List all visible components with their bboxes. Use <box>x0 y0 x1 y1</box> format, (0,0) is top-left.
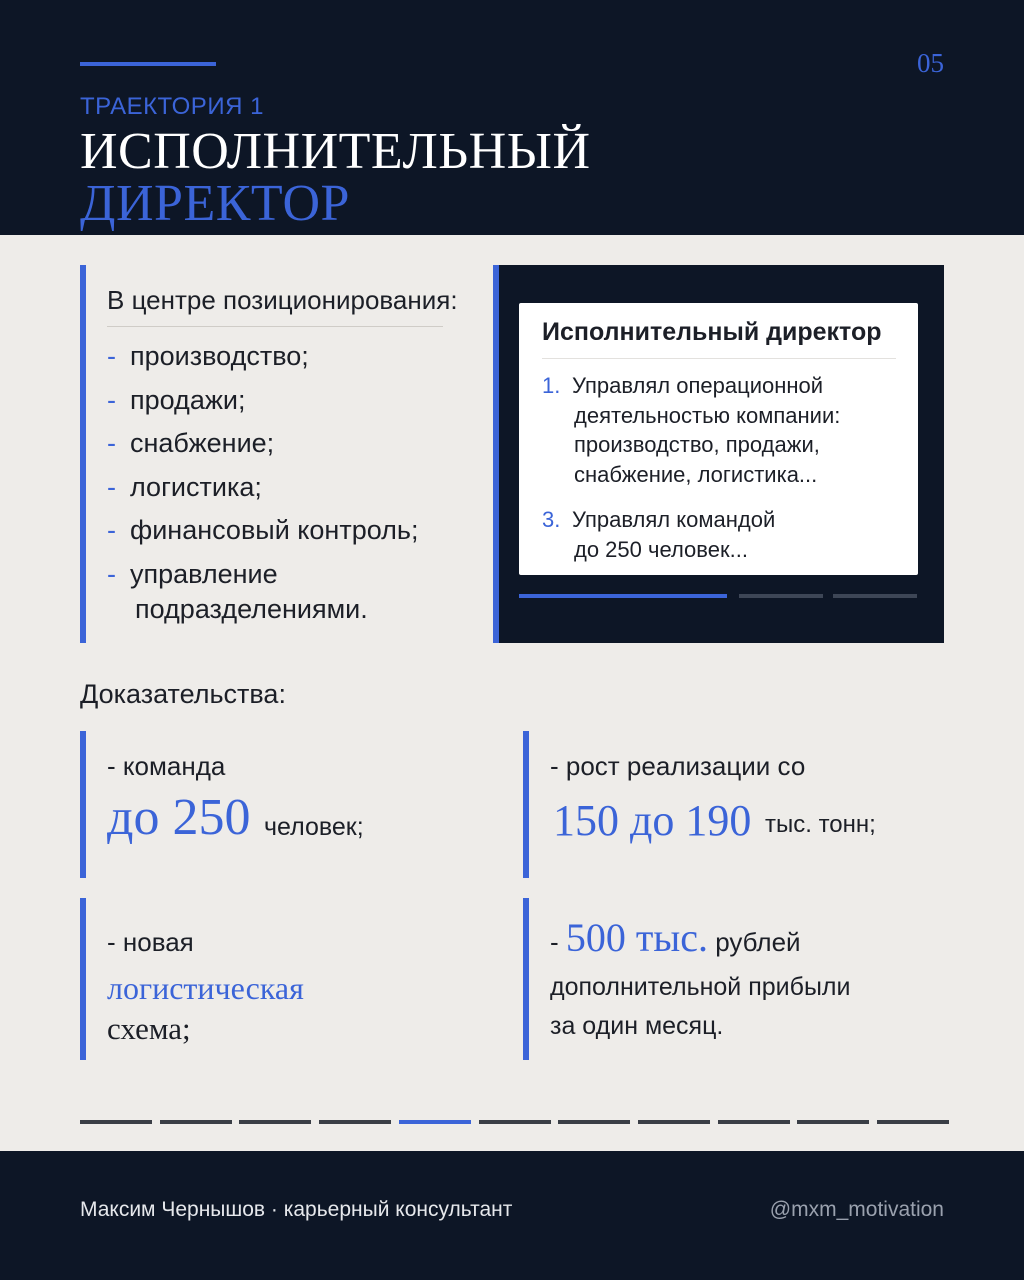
page-number: 05 <box>917 48 944 78</box>
resume-item-number: 1. <box>542 373 561 398</box>
author-credit: Максим Чернышов · карьерный консультант <box>80 1198 513 1221</box>
evidence-line: за один месяц. <box>550 1012 724 1040</box>
page-dash <box>479 1120 551 1124</box>
positioning-item <box>107 557 418 627</box>
header <box>0 0 1024 235</box>
positioning-item-text: финансовый контроль; <box>130 515 419 546</box>
positioning-item-text: подразделениями. <box>135 593 368 624</box>
resume-item-line: снабжение, логистика... <box>574 461 818 487</box>
divider <box>542 358 896 359</box>
page-dash <box>319 1120 391 1124</box>
evidence-highlight: до 250 <box>107 789 251 846</box>
evidence-card-logistics <box>80 898 500 1060</box>
page-dash <box>877 1120 949 1124</box>
bullet-dash: - <box>107 341 116 371</box>
page-dash <box>797 1120 869 1124</box>
evidence-suffix: тыс. тонн; <box>765 811 876 838</box>
page-title-line1: ИСПОЛНИТЕЛЬНЫЙ <box>80 123 591 180</box>
resume-title: Исполнительный директор <box>542 318 882 346</box>
social-handle: @mxm_motivation <box>769 1198 944 1221</box>
evidence-highlight: логистическая <box>107 970 304 1006</box>
positioning-item <box>107 339 418 374</box>
page-dash <box>239 1120 311 1124</box>
evidence-prefix: - команда <box>107 751 226 781</box>
bullet-dash: - <box>107 384 116 415</box>
page-dash <box>558 1120 630 1124</box>
kicker: ТРАЕКТОРИЯ 1 <box>80 93 264 120</box>
evidence-card-profit <box>523 898 943 1060</box>
resume-item-line <box>542 505 775 535</box>
resume-item-line <box>542 371 840 401</box>
page-title-line2: ДИРЕКТОР <box>80 175 350 232</box>
resume-item <box>542 505 775 564</box>
resume-item-line: производство, продажи, <box>574 432 820 457</box>
resume-preview-card <box>493 265 944 643</box>
slide-progress <box>739 594 823 598</box>
evidence-card-sales-growth <box>523 731 943 878</box>
positioning-item-text: снабжение; <box>130 428 275 459</box>
evidence-prefix: - новая <box>107 927 194 957</box>
resume-excerpt <box>519 303 918 575</box>
footer <box>0 1151 1024 1280</box>
evidence-row <box>550 914 801 961</box>
positioning-list <box>107 339 418 636</box>
resume-item-line: деятельностью компании: <box>574 402 841 428</box>
slide-progress <box>833 594 917 598</box>
header-accent-bar <box>80 62 216 66</box>
positioning-item-text: логистика; <box>130 471 262 502</box>
positioning-item <box>107 470 418 505</box>
evidence-suffix: рублей <box>708 927 801 957</box>
evidence-line: дополнительной прибыли <box>550 973 851 1001</box>
positioning-item-text: продажи; <box>130 384 246 415</box>
evidence-highlight: 150 до 190 <box>553 796 752 845</box>
positioning-item <box>107 513 418 548</box>
page-dash <box>160 1120 232 1124</box>
evidence-highlight: 500 тыс. <box>565 915 708 960</box>
page-dash <box>718 1120 790 1124</box>
evidence-card-team <box>80 731 500 878</box>
positioning-item-text: производство; <box>130 341 309 371</box>
evidence-suffix: схема; <box>107 1011 191 1046</box>
positioning-item <box>107 426 418 461</box>
positioning-block <box>80 265 480 643</box>
evidence-dash: - <box>550 927 566 957</box>
resume-item-number: 3. <box>542 507 561 532</box>
evidence-heading: Доказательства: <box>80 679 286 709</box>
resume-item-text: Управлял командой <box>572 507 776 532</box>
positioning-heading: В центре позиционирования: <box>107 285 458 315</box>
bullet-dash: - <box>107 471 116 502</box>
pagination-indicator <box>80 1120 948 1124</box>
evidence-prefix: - рост реализации со <box>550 751 806 781</box>
bullet-dash: - <box>107 558 116 589</box>
positioning-item-text: управление <box>130 558 278 589</box>
bullet-dash: - <box>107 515 116 546</box>
positioning-item <box>107 383 418 418</box>
page-dash <box>638 1120 710 1124</box>
resume-item <box>542 371 840 489</box>
slide-progress-active <box>519 594 727 598</box>
resume-item-line: до 250 человек... <box>574 536 748 562</box>
bullet-dash: - <box>107 428 116 459</box>
evidence-suffix: человек; <box>264 813 364 841</box>
resume-item-text: Управлял операционной <box>572 373 824 398</box>
page-dash-active <box>399 1120 471 1124</box>
divider <box>107 326 443 327</box>
page-dash <box>80 1120 152 1124</box>
